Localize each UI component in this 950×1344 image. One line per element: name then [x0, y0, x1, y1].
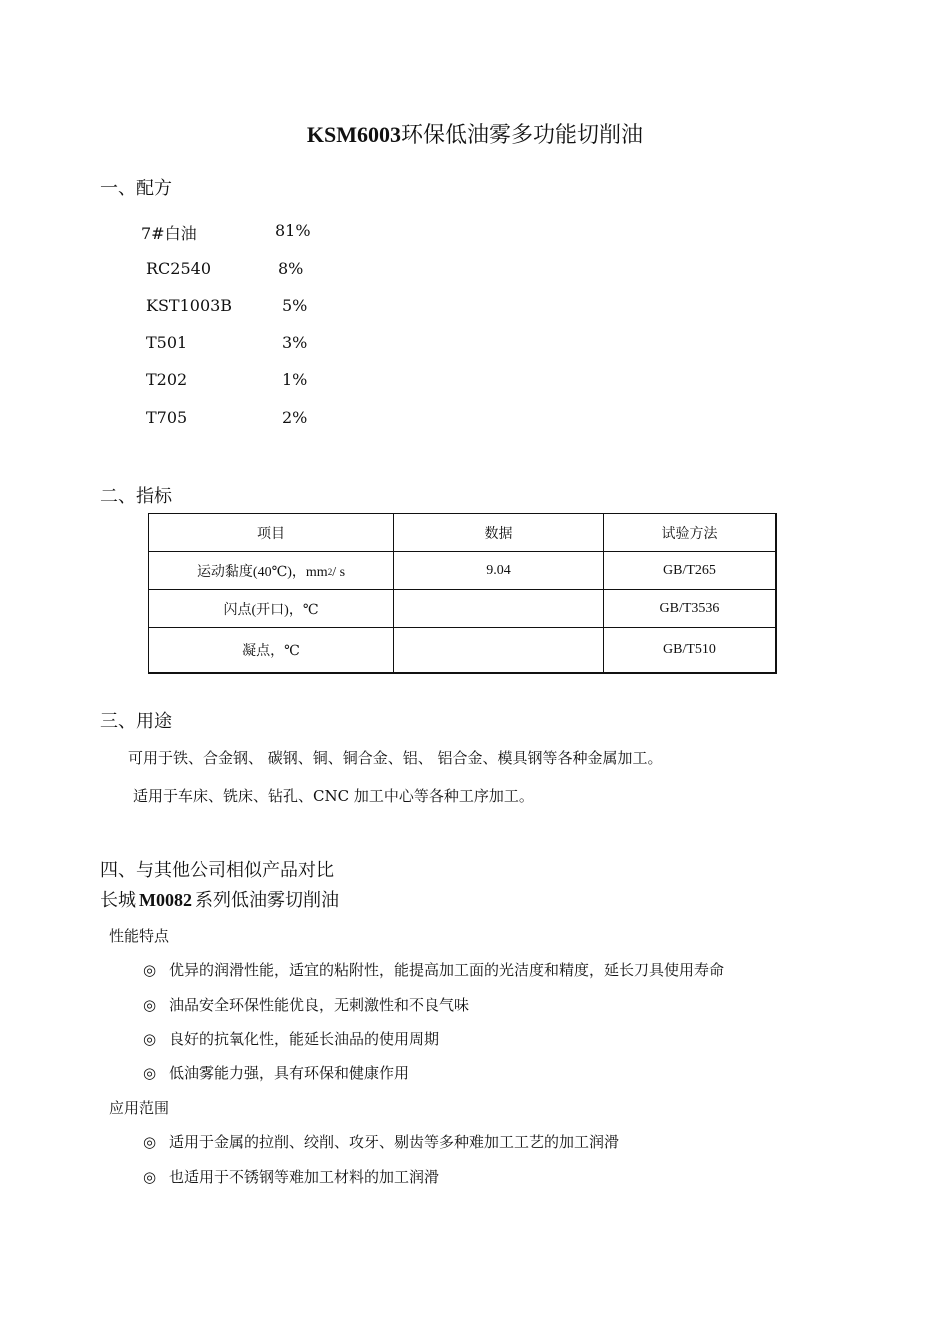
bullet-icon: ◎ — [143, 996, 157, 1014]
formula-pct: 2% — [282, 408, 308, 427]
formula-name: T202 — [146, 370, 188, 389]
usage-line: 可用于铁、合金钢、 碳钢、铜、铜合金、铝、 铝合金、模具钢等各种金属加工。 — [128, 749, 663, 767]
page-title — [0, 118, 950, 149]
list-item: ◎ 适用于金属的拉削、绞削、攻牙、剔齿等多种难加工工艺的加工润滑 — [143, 1133, 620, 1151]
list-item: ◎ 优异的润滑性能，适宜的粘附性，能提高加工面的光洁度和精度，延长刀具使用寿命 — [143, 961, 725, 979]
formula-pct: 8% — [278, 259, 304, 278]
formula-name: RC2540 — [146, 259, 212, 278]
table-row — [149, 552, 777, 590]
table-row — [149, 628, 777, 674]
usage-line: 适用于车床、铣床、钻孔、CNC 加工中心等各种工序加工。 — [133, 787, 534, 805]
table-cell-method: GB/T265 — [604, 552, 777, 590]
product-title: 长城 M0082 系列低油雾切削油 — [100, 890, 339, 911]
formula-pct: 1% — [282, 370, 308, 389]
bullet-icon: ◎ — [143, 1030, 157, 1048]
table-cell-item: 运动黏度(40℃)，mm2/ s — [149, 552, 394, 590]
bullet-icon: ◎ — [143, 1168, 157, 1186]
formula-name: 7#白油 — [141, 224, 197, 243]
spec-table — [148, 513, 777, 674]
table-cell-item: 闪点(开口)，℃ — [149, 590, 394, 628]
features-label: 性能特点 — [109, 927, 170, 945]
formula-name: T705 — [146, 408, 188, 427]
column-header: 数据 — [394, 514, 604, 552]
title-code: KSM6003 — [306, 122, 402, 147]
section4-heading: 四、与其他公司相似产品对比 — [100, 860, 334, 881]
table-cell-value — [394, 628, 604, 674]
formula-pct: 81% — [275, 221, 311, 240]
column-header: 试验方法 — [604, 514, 777, 552]
formula-pct: 5% — [282, 296, 308, 315]
section3-heading: 三、用途 — [100, 711, 172, 732]
title-text: 环保低油雾多功能切削油 — [401, 123, 644, 148]
column-header: 项目 — [149, 514, 394, 552]
table-cell-value — [394, 590, 604, 628]
section1-heading: 一、配方 — [100, 178, 172, 199]
list-item: ◎ 良好的抗氧化性，能延长油品的使用周期 — [143, 1030, 440, 1048]
section2-heading: 二、指标 — [100, 486, 172, 507]
table-cell-item: 凝点，℃ — [149, 628, 394, 674]
list-item: ◎ 油品安全环保性能优良，无刺激性和不良气味 — [143, 996, 470, 1014]
table-cell-method: GB/T510 — [604, 628, 777, 674]
list-item: ◎ 也适用于不锈钢等难加工材料的加工润滑 — [143, 1168, 440, 1186]
table-cell-value: 9.04 — [394, 552, 604, 590]
table-cell-method: GB/T3536 — [604, 590, 777, 628]
scope-label: 应用范围 — [109, 1099, 170, 1117]
list-item: ◎ 低油雾能力强，具有环保和健康作用 — [143, 1064, 410, 1082]
formula-name: KST1003B — [146, 296, 233, 315]
bullet-icon: ◎ — [143, 1064, 157, 1082]
formula-name: T501 — [146, 333, 188, 352]
formula-pct: 3% — [282, 333, 308, 352]
bullet-icon: ◎ — [143, 961, 157, 979]
table-header-row — [149, 514, 777, 552]
table-row — [149, 590, 777, 628]
bullet-icon: ◎ — [143, 1133, 157, 1151]
